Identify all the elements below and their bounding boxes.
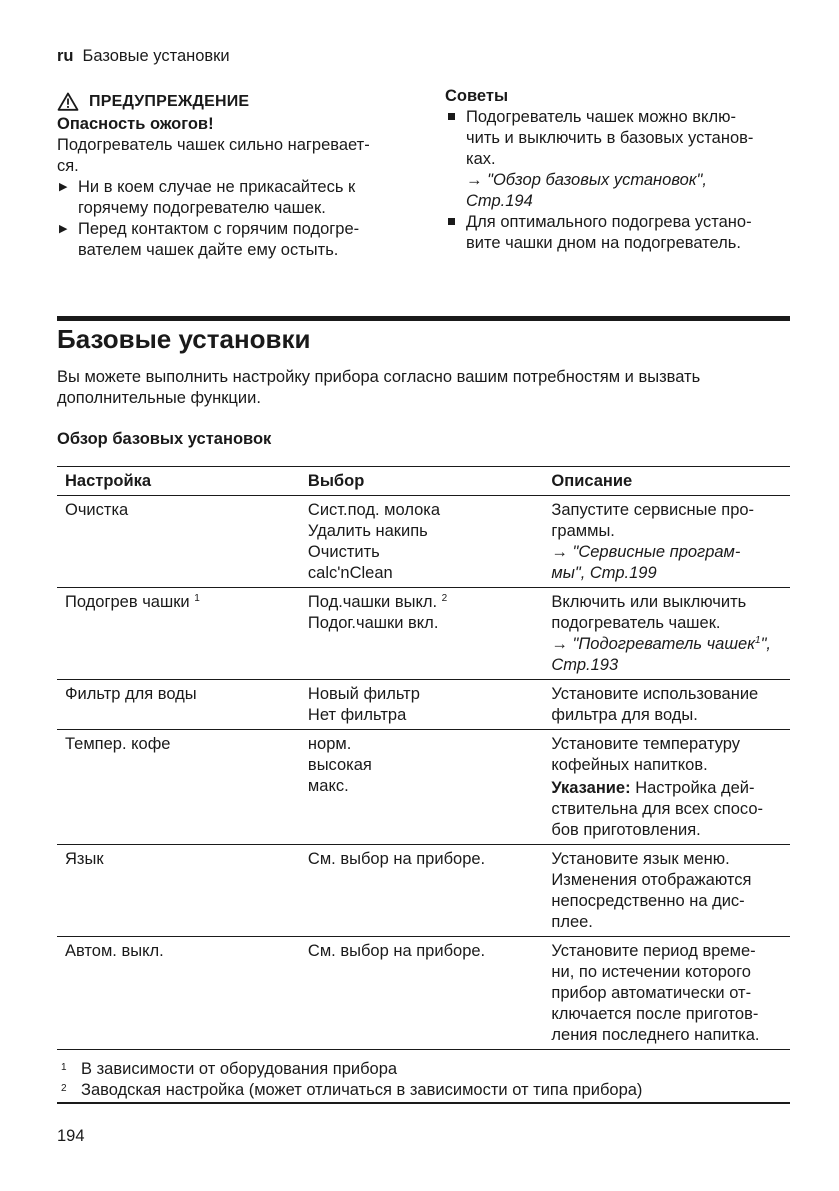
- description-line: Запустите сервисные про-: [551, 501, 755, 519]
- page-number: 194: [57, 1127, 85, 1145]
- setting-cell: Язык: [65, 850, 104, 868]
- tip-cross-reference-page[interactable]: Стр.194: [466, 192, 533, 210]
- footnote-marker[interactable]: 1: [194, 593, 200, 604]
- bullet-line: Ни в коем случае не прикасайтесь к: [78, 178, 356, 196]
- setting-cell: Темпер. кофе: [65, 735, 171, 753]
- description-cell: [543, 680, 790, 730]
- description-line: Включить или выключить: [551, 593, 747, 611]
- description-line: плее.: [551, 913, 593, 931]
- tip-item: [445, 212, 790, 254]
- table-row: [57, 937, 790, 1050]
- description-line: граммы.: [551, 522, 615, 540]
- description-line: фильтра для воды.: [551, 706, 698, 724]
- footnote: 2 Заводская настройка (может отличаться в зависимости от типа прибора): [61, 1081, 643, 1099]
- section-divider: [57, 316, 790, 321]
- description-line: Установите период време-: [551, 942, 756, 960]
- description-line: подогреватель чашек.: [551, 614, 721, 632]
- setting-cell: [57, 588, 300, 680]
- running-title: Базовые установки: [82, 47, 230, 65]
- note-text: Настройка дей-: [630, 779, 755, 797]
- description-line: ключается после приготов-: [551, 1005, 759, 1023]
- warning-text-line: Подогреватель чашек сильно нагревает-: [57, 136, 370, 154]
- options-cell: [300, 680, 543, 730]
- option-value: Очистить: [307, 543, 380, 561]
- option-value: calc'nClean: [307, 564, 393, 582]
- cross-reference[interactable]: Стр.193: [551, 656, 619, 674]
- footnote: 1 В зависимости от оборудования прибора: [61, 1060, 398, 1078]
- setting-cell: Очистка: [65, 501, 129, 519]
- description-line: Установите температуру: [551, 735, 741, 753]
- footnote-text: В зависимости от оборудования прибора: [81, 1060, 398, 1078]
- option-value: Под.чашки выкл.: [307, 593, 438, 611]
- tips-block: [445, 86, 790, 254]
- setting-cell: Фильтр для воды: [65, 685, 197, 703]
- bullet-line: вателем чашек дайте ему остыть.: [78, 241, 339, 259]
- bullet-line: Перед контактом с горячим подогре-: [78, 220, 360, 238]
- options-cell: [300, 730, 543, 845]
- table-subheading: Обзор базовых установок: [57, 430, 272, 448]
- section-title: Базовые установки: [57, 324, 311, 354]
- options-cell: См. выбор на приборе.: [307, 850, 486, 868]
- column-header: Описание: [551, 472, 633, 490]
- tip-item: [445, 107, 790, 212]
- option-value: Сист.под. молока: [307, 501, 441, 519]
- warning-block: [57, 88, 407, 261]
- tip-line: чить и выключить в базовых установ-: [466, 129, 754, 147]
- cross-reference[interactable]: → "Сервисные програм-: [551, 543, 741, 561]
- cross-reference-text: → "Подогреватель чашек: [551, 635, 755, 653]
- language-code: ru: [57, 47, 74, 65]
- warning-subheading: Опасность ожогов!: [57, 115, 214, 133]
- footer-divider: [57, 1102, 790, 1104]
- description-line: ни, по истечении которого: [551, 963, 751, 981]
- warning-triangle-icon: [57, 92, 79, 111]
- footnote-text: Заводская настройка (может отличаться в зависимости от типа прибора): [81, 1081, 643, 1099]
- description-cell: [543, 730, 790, 845]
- intro-line: Вы можете выполнить настройку прибора согласно вашим потребностям и вызвать: [57, 368, 701, 386]
- description-line: Изменения отображаются: [551, 871, 752, 889]
- page-header: [57, 46, 230, 66]
- warning-heading: ПРЕДУПРЕЖДЕНИЕ: [89, 92, 250, 110]
- warning-bullet: [57, 177, 407, 219]
- tips-heading: Советы: [445, 87, 509, 105]
- table-row: [57, 680, 790, 730]
- cross-reference-text: ",: [760, 635, 772, 653]
- bullet-line: горячему подогревателю чашек.: [78, 199, 326, 217]
- footnote-marker[interactable]: 2: [441, 593, 448, 604]
- description-cell: [543, 937, 790, 1050]
- table-row: [57, 730, 790, 845]
- description-line: Установите язык меню.: [551, 850, 730, 868]
- arrow-bullet-icon: ▶: [59, 181, 68, 193]
- option-value: Новый фильтр: [307, 685, 420, 703]
- description-line: непосредственно на дис-: [551, 892, 745, 910]
- note-text: бов приготовления.: [551, 821, 701, 839]
- description-cell: [543, 588, 790, 680]
- table-row: [57, 845, 790, 937]
- description-cell: [543, 496, 790, 588]
- column-header: Настройка: [65, 472, 152, 490]
- description-cell: [543, 845, 790, 937]
- arrow-bullet-icon: ▶: [59, 223, 68, 235]
- tip-line: вите чашки дном на подогреватель.: [466, 234, 741, 252]
- option-value: макс.: [307, 777, 349, 795]
- setting-cell: Автом. выкл.: [65, 942, 164, 960]
- warning-bullet: [57, 219, 407, 261]
- tip-line: Подогреватель чашек можно вклю-: [466, 108, 736, 126]
- option-value: норм.: [307, 735, 352, 753]
- option-value: Нет фильтра: [307, 706, 407, 724]
- tip-line: Для оптимального подогрева устано-: [466, 213, 752, 231]
- settings-table: [57, 466, 790, 1050]
- description-line: кофейных напитков.: [551, 756, 708, 774]
- table-row: [57, 496, 790, 588]
- options-cell: [300, 588, 543, 680]
- footnotes: [57, 1059, 790, 1101]
- square-bullet-icon: [448, 113, 455, 120]
- tip-cross-reference[interactable]: → "Обзор базовых установок",: [466, 171, 707, 189]
- description-line: прибор автоматически от-: [551, 984, 752, 1002]
- column-header: Выбор: [307, 472, 365, 490]
- setting-label: Подогрев чашки: [65, 593, 190, 611]
- cross-reference[interactable]: мы", Стр.199: [551, 564, 657, 582]
- description-line: Установите использование: [551, 685, 759, 703]
- footnote-marker: 1: [755, 635, 761, 646]
- note-label: Указание:: [551, 779, 631, 797]
- cross-reference[interactable]: [551, 634, 790, 655]
- options-cell: [300, 496, 543, 588]
- table-header-row: [57, 467, 790, 496]
- table-row: [57, 588, 790, 680]
- option-value: Удалить накипь: [307, 522, 428, 540]
- description-line: ления последнего напитка.: [551, 1026, 760, 1044]
- note: [551, 778, 790, 799]
- options-cell: См. выбор на приборе.: [307, 942, 486, 960]
- warning-text-line: ся.: [57, 157, 79, 175]
- intro-line: дополнительные функции.: [57, 389, 261, 407]
- tip-line: ках.: [466, 150, 496, 168]
- section-intro: [57, 367, 790, 409]
- option-value: высокая: [307, 756, 372, 774]
- note-text: ствительна для всех спосо-: [551, 800, 763, 818]
- square-bullet-icon: [448, 218, 455, 225]
- option-value: Подог.чашки вкл.: [307, 614, 439, 632]
